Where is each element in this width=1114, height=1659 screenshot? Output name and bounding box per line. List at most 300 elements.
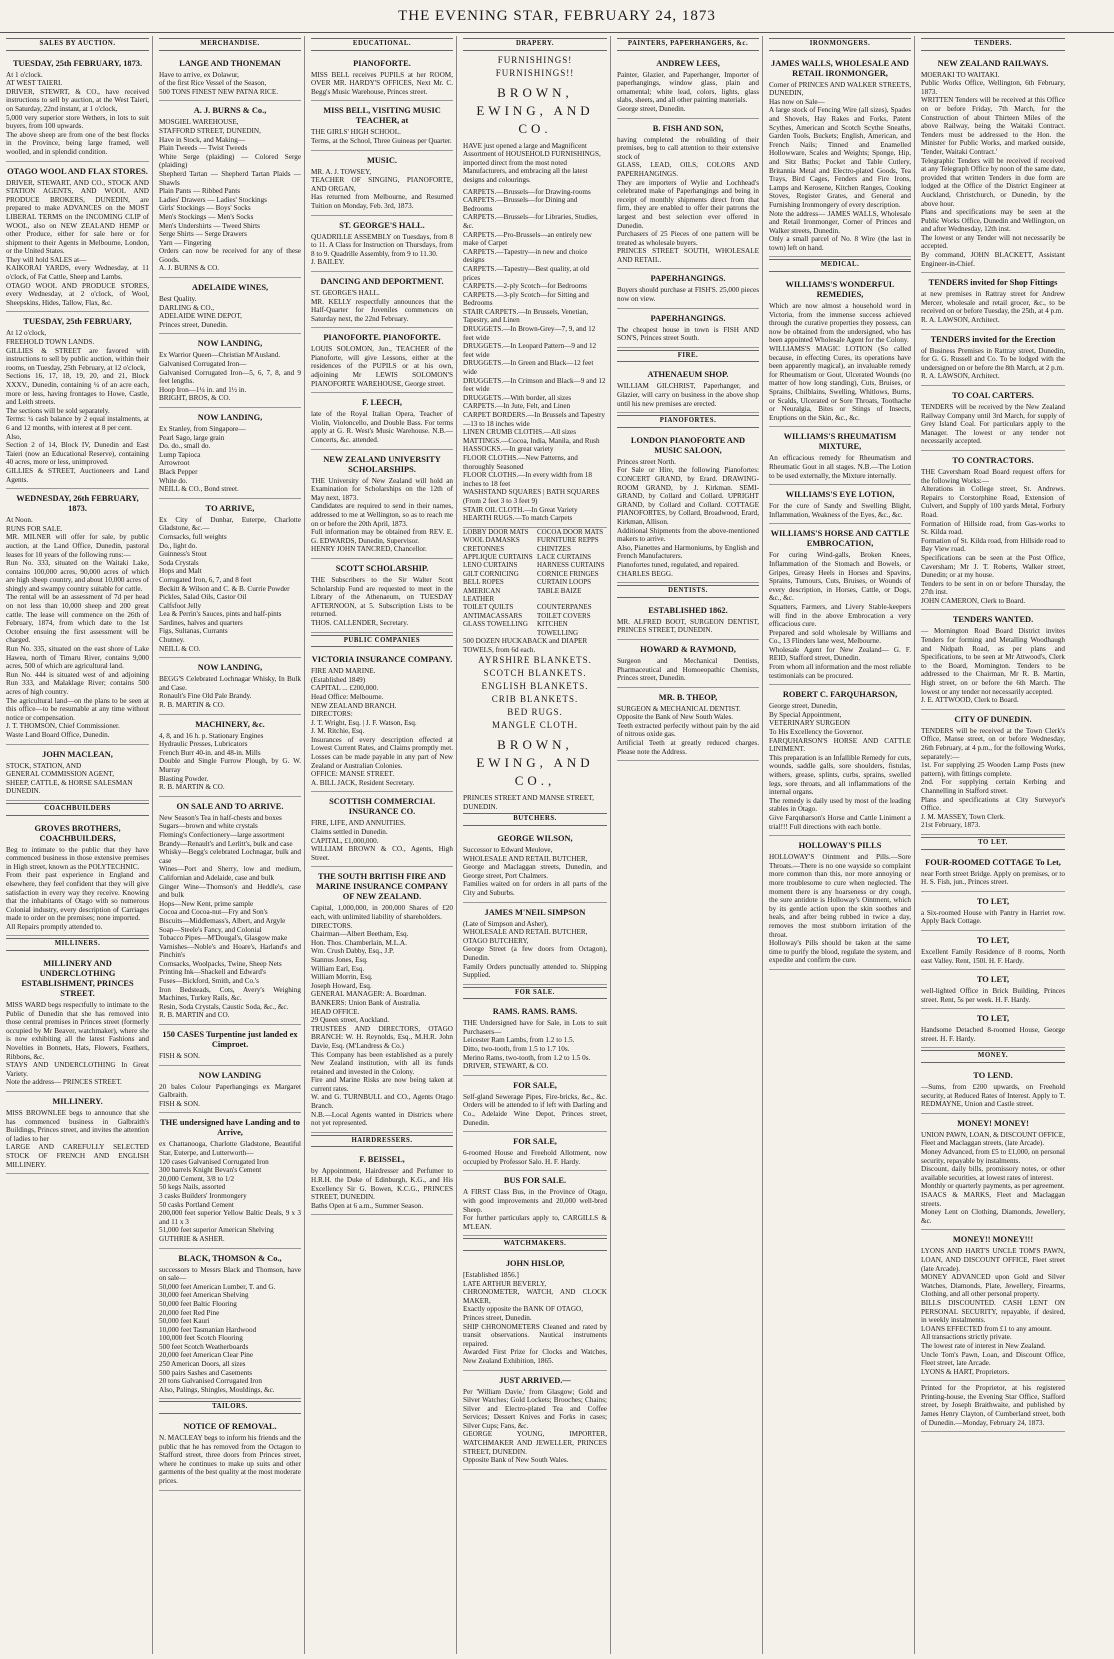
ad-text: Leicester Ram Lambs, from 1.2 to 1.5.	[463, 1036, 575, 1045]
section-heading: MEDICAL.	[769, 259, 911, 272]
ad-heading: WEDNESDAY, 26th FEBRUARY, 1873.	[16, 494, 139, 514]
section-heading: WATCHMAKERS.	[463, 1238, 607, 1251]
ad-heading: TO LET,	[976, 1014, 1010, 1024]
ad-text: Also, Palings, Shingles, Mouldings, &c.	[159, 1385, 275, 1394]
carpet-item: DRUGGETS.—In Crimson and Black—9 and 12 feet wide	[463, 376, 606, 394]
ad-text: Awarded First Prize for Clocks and Watches, New Zealand Exhibition, 1865.	[463, 1348, 607, 1365]
ad-text: Pianofortes tuned, regulated, and repaired.	[617, 560, 739, 569]
ad-text: 500 feet Scotch Weatherboards	[159, 1342, 249, 1351]
advertisement	[6, 954, 149, 1092]
ad-text: BANKERS: Union Bank of Australia.	[311, 998, 421, 1007]
ad-text: SURGEON & MECHANICAL DENTIST.	[617, 704, 741, 713]
ad-heading: MACHINERY, &c.	[195, 719, 265, 729]
ad-text: DRIVER, STEWART, AND CO., STOCK AND STATION AGENTS, AND WOOL AND PRODUCE BROKERS, DUNEDIN, are prepared to make ADVANCES on the MOST LIBERAL TERMS on the INCOMING CLIP of WOOL, also on NEW ZEALAND HEMP or other Produce, either for sale here or for shipment to their Agents in Melbourne, London, or the United States.	[6, 178, 149, 256]
advertisement	[159, 408, 301, 499]
ad-text: 1st. For supplying 25 Wooden Lamp Posts (new pattern), with fittings complete.	[921, 761, 1065, 778]
ad-heading: NOW LANDING	[198, 1070, 262, 1080]
ad-text: OFFICE: MANSE STREET.	[311, 770, 395, 779]
advertisement	[463, 1254, 607, 1371]
ad-text: GLASS, LEAD, OILS, COLORS AND PAPERHANGINGS.	[617, 161, 759, 178]
ad-text: Family Orders punctually attended to. Shipping Supplied.	[463, 962, 607, 980]
advertisement	[617, 601, 759, 640]
ad-text: BRIGHT, BROS, & CO.	[159, 394, 231, 403]
carpet-item: STAIR OIL CLOTH.—In Great Variety	[463, 505, 578, 514]
ad-text: Princes street, Dunedin.	[159, 320, 228, 329]
ad-text: DUNEDIN.	[6, 787, 41, 796]
ad-text: Varnishes—Noble's and Hoare's, Harland's and Pinchin's	[159, 942, 301, 960]
ad-text: OTAGO BUTCHERY,	[463, 936, 529, 945]
ad-text: J. T. Wright, Esq. | J. F. Watson, Esq.	[311, 718, 417, 727]
ad-heading: ATHENAEUM SHOP.	[647, 370, 729, 380]
ad-text: Cornsacks, Woolpacks, Twine, Sheep Nets	[159, 959, 282, 968]
ad-heading: PIANOFORTE.	[353, 58, 411, 68]
carpet-item: DRUGGETS.—In Green and Black—12 feet wide	[463, 359, 594, 377]
section-heading: PAINTERS, PAPERHANGERS, &c.	[617, 38, 759, 51]
advertisement	[311, 792, 453, 867]
ad-text: Ronault's Fine Old Pale Brandy.	[159, 692, 252, 701]
advertisement	[159, 499, 301, 659]
ad-text: HEAD OFFICE.	[311, 1007, 360, 1016]
ad-text: Monthly or quarterly payments, as per agreement.	[921, 1182, 1065, 1191]
ad-text: GUTHRIE & ASHER.	[159, 1234, 225, 1243]
ad-text: FIRE AND MARINE.	[311, 667, 376, 676]
ad-text: J. M. Ritchie, Esq.	[311, 727, 365, 736]
ad-text: 21st February, 1873.	[921, 821, 981, 830]
ad-text: Squatters, Farmers, and Livery Stable-keepers will find in the above Embrocation a very efficacious cure.	[769, 602, 911, 629]
ad-text: Have to arrive, ex Dolawur,	[159, 70, 239, 79]
ad-text: Only a small parcel of No. 8 Wire (the last in town) left on hand.	[769, 235, 911, 252]
ad-text: 500 TONS FINEST NEW PATNA RICE.	[159, 87, 279, 96]
ad-text: Girls' Stockings — Boys' Socks	[159, 204, 251, 213]
ad-text: Hon. Thos. Chamberlain, M.L.A.	[311, 938, 407, 947]
advertisement	[921, 273, 1065, 329]
ad-text: THE Subscribers to the Sir Walter Scott Scholarship Fund are requested to meet in the Library of the Athenaeum, on TUESDAY AFTERNOON, at 5. Subscription Lists to be returned.	[311, 575, 453, 619]
ad-text: Money Advanced, from £5 to £1,000, on personal security, repayable by instalments.	[921, 1148, 1065, 1165]
ad-text: 20 tons Galvanised Corrugated Iron	[159, 1377, 262, 1386]
ad-text: Best Quality.	[159, 295, 197, 304]
ad-heading: THE undersigned have Landing and to Arrive,	[160, 1118, 300, 1138]
ad-text: near Forth street Bridge. Apply on premises, or to H. S. Fish, jun., Princes street.	[921, 869, 1065, 887]
advertisement	[159, 1025, 301, 1066]
ad-text: UNION PAWN, LOAN, & DISCOUNT OFFICE, Fleet and Maclaggan streets, (late Arcade).	[921, 1130, 1065, 1148]
ad-text: By Special Appointment,	[769, 710, 842, 719]
ad-text: The remedy is daily used by most of the leading stables in Otago.	[769, 796, 911, 814]
ad-heading: RAMS. RAMS. RAMS.	[492, 1007, 578, 1017]
ad-heading: MILLINERY AND UNDERCLOTHING ESTABLISHMENT, PRINCES STREET.	[21, 959, 134, 999]
ad-text: Princes street North.	[617, 457, 676, 466]
ad-text: Whisky—Begg's celebrated Lochnagar, bulk and case	[159, 848, 301, 865]
ad-text: —Sums, from £200 upwards, on Freehold security, at Reduced Rates of Interest. Apply to T. REDMAYNE, Union and Castle street.	[921, 1083, 1065, 1109]
ad-text: Alterations in College street, St. Andrews. Repairs to Corstorphine Road, Extension of Culvert, and Supply of 100 yards Metal, Forbury Road.	[921, 485, 1065, 519]
ad-text: Hoop Iron—1¼ in. and 1½ in.	[159, 385, 247, 394]
ad-text: Black Pepper	[159, 467, 198, 476]
ad-text: GENERAL MANAGER: A. Boardman.	[311, 990, 427, 999]
advertisement	[769, 275, 911, 427]
carpet-item: HASSOCKS.—In great variety	[463, 445, 554, 454]
ad-text: ADELAIDE WINE DEPOT,	[159, 312, 242, 321]
ad-heading: BLACK, THOMSON & Co.,	[178, 1253, 282, 1263]
advertisement	[159, 658, 301, 714]
ad-text: by Appointment, Hairdresser and Perfumer to H.R.H. the Duke of Edinburgh, K.G., and His Excellency Sir G. Bowen, K.C.G., PRINCES STREET, DUNEDIN.	[311, 1167, 453, 1202]
ad-heading: SCOTTISH COMMERCIAL INSURANCE CO.	[329, 797, 435, 817]
ad-heading: JOHN MACLEAN,	[42, 749, 113, 759]
ad-text: LOUIS SOLOMON, Jun., TEACHER of the Pianoforte, will give Lessons, either at the residences of the PUPILS or at his own, adjoining Mr LEWIS SOLOMON'S PIANOFORTE WAREHOUSE, George street.	[311, 345, 453, 388]
ad-text: J. BAILEY.	[311, 258, 345, 267]
ad-heading: HOWARD & RAYMOND,	[640, 644, 736, 654]
ad-text: WILLIAM GILCHRIST, Paperhanger, and Glazier, will carry on business in the above shop until his new premises are erected.	[617, 382, 759, 408]
ad-text: PRINCES STREET SOUTH, WHOLESALE AND RETAIL.	[617, 247, 759, 264]
carpet-item: CARPETS.—2-ply Scotch—for Bedrooms	[463, 282, 587, 291]
ad-text: Which are now almost a household word in Victoria, from the immense success achieved through the curative properties they possess, can now be obtained from the undersigned, who has been appointed Wholesale Agent for the Colony.	[769, 302, 911, 345]
ad-text: at new premises in Rattray street for Andrew Mercer, wholesale and retail grocer, &c., to be received on or before Tuesday, the 25th, at 4 p.m.	[921, 290, 1065, 316]
ad-text: Self-gland Sewerage Pipes, Fire-bricks, &c., &c. Orders will be attended to if left with Darling and Co., Adelaide Wine Depot, Princes street, Dunedin.	[463, 1092, 607, 1127]
ad-text: A. BILL JACK, Resident Secretary.	[311, 778, 415, 787]
ad-text: Baths Open at 6 a.m., Summer Season.	[311, 1201, 424, 1210]
ad-heading: FOR SALE,	[513, 1137, 557, 1147]
ad-text: 20,000 feet American Clear Pine	[159, 1351, 254, 1360]
ad-text: At 1 o'clock.	[6, 70, 43, 79]
ad-text: Note the address— JAMES WALLS, Wholesale and Retail Ironmonger, Corner of Princes and Walker streets, Dunedin.	[769, 209, 911, 235]
advertisement	[311, 867, 453, 1132]
ad-text: Biscuits—Middlemass's, Albert, and Argyle	[159, 916, 286, 925]
ad-text: Insurances of every description effected at Lowest Current Rates, and Claims promptly met. Losses can be made payable in any part of New Zealand or Australian Colonies.	[311, 735, 453, 770]
ad-text: For further particulars apply to, CARGILLS & M'LEAN.	[463, 1214, 607, 1231]
ad-heading: NOTICE OF REMOVAL.	[183, 1422, 277, 1432]
advertisement	[311, 54, 453, 102]
ad-text: Tobacco Pipes—M'Dougal's, Glasgow make	[159, 934, 288, 943]
section-heading: MONEY.	[921, 1050, 1065, 1063]
pair-right: CORNICE FRINGES	[537, 569, 599, 578]
ad-text: FIRE, LIFE, AND ANNUITIES.	[311, 819, 406, 828]
ad-text: 2nd. For supplying certain Kerbing and Channelling in Stafford street.	[921, 778, 1065, 795]
ad-text: William Earl, Esq.	[311, 964, 365, 973]
ad-text: At Noon.	[6, 516, 33, 525]
ad-text: Fire and Marine Risks are now being taken at current rates.	[311, 1076, 453, 1093]
ad-text: TENDERS will be received by the New Zealand Railway Company until 3rd March, for supply of Grey Island Coal. For particulars apply to the Manager. The lowest or any tender not necessarily accepted.	[921, 403, 1065, 446]
advertisement	[617, 431, 759, 583]
ad-text: A. J. BURNS & CO.	[159, 264, 220, 273]
ad-heading: MISS BELL, VISITING MUSIC TEACHER, at	[323, 106, 441, 126]
ad-text: Capital, 1,000,000, in 200,000 Shares of £20 each, with unlimited liability of shareholders.	[311, 904, 453, 921]
carpet-item: CARPETS.—In Jute, Felt, and Linen	[463, 402, 571, 411]
ad-text: FREEHOLD TOWN LANDS.	[6, 338, 95, 347]
ad-text: George street, Dunedin,	[769, 702, 838, 711]
ad-heading: TO CONTRACTORS.	[952, 455, 1034, 465]
ad-heading: B. FISH AND SON,	[652, 123, 724, 133]
ad-text: 50,000 feet Baltic Flooring	[159, 1299, 237, 1308]
advertisement	[769, 524, 911, 685]
ad-heading: TUESDAY, 25th FEBRUARY,	[23, 317, 132, 327]
ad-text: They will hold SALES at—	[6, 255, 87, 264]
ad-text: Joseph Howard, Esq.	[311, 981, 372, 990]
ad-text: Arrowroot	[159, 459, 190, 468]
ad-text: 20,000 Cement, 3/8 to 1/2	[159, 1174, 235, 1183]
ad-heading: TO LET,	[976, 896, 1010, 906]
advertisement	[921, 931, 1065, 970]
ad-text: Calfsfoot Jelly	[159, 601, 202, 610]
ad-text: A FIRST Class Bus, in the Province of Otago, with good improvements and 20,000 well-bred Sheep.	[463, 1188, 607, 1214]
ad-text: 500 pairs Sashes and Casements	[159, 1368, 253, 1377]
ad-text: French Burr 40-in. and 48-in. Mills	[159, 748, 261, 757]
ad-text: TRUSTEES AND DIRECTORS, OTAGO BRANCH: W. H. Reynolds, Esq., M.H.R. John Davie, Esq. (M'Landress & Co.)	[311, 1024, 453, 1050]
ad-text: NEW ZEALAND BRANCH.	[311, 701, 397, 710]
ad-heading: PAPERHANGINGS.	[650, 274, 726, 284]
ad-text: DARLING & CO.,	[159, 303, 215, 312]
ad-heading: MILLINERY.	[52, 1097, 103, 1106]
advertisement	[921, 1066, 1065, 1114]
ad-text: Give Farquharson's Horse and Cattle Liniment a trial!!! Full directions with each bottle.	[769, 813, 911, 831]
ad-text: MOSGIEL WAREHOUSE,	[159, 118, 239, 127]
advertisement	[617, 688, 759, 762]
ad-text: HOLLOWAY'S Ointment and Pills.—Sore Throats.—There is no one wayside so complaint more common than this, nor more annoying or more troublesome to cure when neglected. The moment there is any hoarseness or dry cough, the sure antidote is Holloway's Ointment, which by its gentle action upon the skin soothes and heals, and after being rubbed in twice a day, removes the most stubborn irritation of the throat.	[769, 853, 911, 939]
pair-right: CHINTZES	[537, 544, 571, 553]
ad-heading: FOR SALE,	[513, 1080, 557, 1090]
advertisement	[159, 1249, 301, 1400]
pair-left: LOBBY DOOR MATS	[463, 527, 529, 536]
ad-text: Telegraphic Tenders will be received if received at any Telegraph Office by noon of the same date, provided that written Tenders in due form are lodged at the Office of the District Engineer at Auckland, Christchurch, or Dunedin, by the above hour.	[921, 156, 1065, 208]
ad-text: R. A. LAWSON, Architect.	[921, 372, 1000, 381]
ad-text: Have in Stock, and Making—	[159, 135, 246, 144]
ad-text: Uncle Tom's Pawn, Loan, and Discount Office, Fleet street, late Arcade.	[921, 1350, 1065, 1368]
ad-text: Sections 16, 17, 18, 19, 20, and 21, Block XXXV., Dunedin, containing ¼ of an acre each, more or less, having frontages to Howe, Castle, and Leith streets.	[6, 372, 149, 407]
column-auctions	[6, 36, 153, 1654]
ad-text: DRIVER, STEWART, & CO.	[463, 1062, 549, 1071]
ad-heading: GEORGE WILSON,	[497, 833, 573, 843]
ad-text: WILLIAMS'S MAGIC LOTION (So called because, in effecting Cures, its operations have been apparently magical), an invaluable remedy for Rheumatism or Gout, Ulcerated Wounds (no matter of how long standing), Cuts, Bruises, or Sprains, Chilblains, Swelling, Whitlows, Burns, or Scalds, Ulcerated or Sore Throats, Toothache or Neuralgia, Bites or Stings of Insects, Eruptions on the Skin, &c., &c.	[769, 345, 911, 422]
carpet-item: DRUGGETS.—In Leopard Pattern—9 and 12 feet wide	[463, 342, 597, 359]
ad-text: WRITTEN Tenders will be received at this Office on or before Friday, 7th March, for the Construction of about Thirteen Miles of the above Railway, being the Waitaki Contract. Tenders must be addressed to the Hon. the Minister for Public Works, and marked outside, 'Tender, Waitaki Contract.'	[921, 96, 1065, 156]
advertisement	[311, 216, 453, 272]
ad-text: NEILL & CO.	[159, 644, 201, 653]
ad-text: LARGE AND CAREFULLY SELECTED STOCK OF FRENCH AND ENGLISH MILLINERY.	[6, 1143, 149, 1169]
ad-text: 120 cases Galvanised Corrugated Iron	[159, 1157, 269, 1166]
carpet-item: FLOOR CLOTHS.—In every width from 18 inches to 18 feet	[463, 471, 592, 488]
ad-text: Printed for the Proprietor, at his registered Printing-house, the Evening Star Office, Stafford street, by Joseph Braithwaite, and published by James Henry Clayton, of Cumberland street, both of Dunedin.—Monday, February 24, 1873.	[921, 1384, 1065, 1427]
ad-text: ISAACS & MARKS, Fleet and Maclaggan streets.	[921, 1191, 1065, 1208]
pair-right: LACE CURTAINS	[537, 552, 592, 561]
ad-text: FISH & SON.	[159, 1099, 200, 1108]
ad-text: LATE ARTHUR BEVERLY,	[463, 1279, 547, 1288]
advertisement	[921, 330, 1065, 386]
advertisement	[617, 269, 759, 308]
ad-text: To His Excellency the Governor.	[769, 728, 864, 737]
ad-text: LYONS & HART, Proprietors.	[921, 1367, 1010, 1376]
advertisement	[159, 54, 301, 102]
column-ironmongers	[769, 36, 915, 1654]
ad-heading: FOUR-ROOMED COTTAGE To Let,	[925, 857, 1061, 867]
ad-text: THE Undersigned have for Sale, in Lots to suit Purchasers—	[463, 1019, 607, 1036]
ad-text: J. T. THOMSON, Chief Commissioner.	[6, 722, 120, 731]
pair-right: KITCHEN TOWELLING	[537, 620, 579, 637]
ad-text: William Morrin, Esq.	[311, 973, 373, 982]
ad-text: CAPITAL ... £200,000.	[311, 684, 379, 693]
ad-text: Candidates are required to send in their names, addressed to me at Wellington, so as to reach me on or before the 20th April, 1873.	[311, 502, 453, 528]
ad-text: The cheapest house in town is FISH AND SON'S, Princes street South.	[617, 325, 759, 343]
ad-text: 5,000 very superior store Wethers, in lots to suit buyers, from 100 upwards.	[6, 113, 149, 131]
ad-text: Iron Bedsteads, Cots, Avery's Weighing Machines, Turkey Rails, &c.	[159, 985, 301, 1003]
section-heading: IRONMONGERS.	[769, 38, 911, 51]
ad-text: Guinness's Stout	[159, 550, 207, 559]
ad-heading: A. J. BURNS & Co.,	[193, 106, 267, 116]
ad-text: Has now on Sale—	[769, 97, 825, 106]
ad-heading: SCOTT SCHOLARSHIP.	[335, 563, 429, 573]
ad-heading: ANDREW LEES,	[656, 58, 720, 68]
section-heading: FIRE.	[617, 350, 759, 363]
furnishing-pairs	[463, 528, 607, 637]
carpet-item: DRUGGETS.—In Brown-Grey—7, 9, and 12 feet wide	[463, 325, 596, 342]
ad-heading: WILLIAMS'S RHEUMATISM MIXTURE,	[783, 432, 897, 452]
ad-text: Wm. Crush Dabby, Esq., J.P.	[311, 947, 394, 956]
ad-text: FISH & SON.	[159, 1052, 200, 1061]
pair-right: HARNESS CURTAINS	[537, 561, 605, 570]
advertisement	[311, 101, 453, 150]
ad-heading: MUSIC.	[366, 155, 397, 165]
ad-text: Additional Shipments from the above-mentioned makers to arrive.	[617, 526, 759, 544]
advertisement	[921, 853, 1065, 892]
advertisement	[921, 1230, 1065, 1381]
ad-text: From whom all information and the most reliable testimonials can be procured.	[769, 663, 911, 680]
ad-heading: NOW LANDING,	[197, 413, 263, 422]
pair-left: BELL ROPES	[463, 578, 504, 587]
ad-text: (Late of Simpson and Asher),	[463, 919, 548, 928]
section-heading: EDUCATIONAL.	[311, 38, 453, 51]
ad-text: WILLIAM BROWN & CO., Agents, High Street.	[311, 845, 453, 862]
ad-text: Ginger Wine—Thomson's and Heddle's, case and bulk	[159, 882, 301, 900]
ad-text: 51,000 feet superior American Shelving	[159, 1226, 274, 1235]
ad-text: Head Office: Melbourne.	[311, 692, 384, 701]
ad-text: Figs, Sultanas, Currants	[159, 627, 228, 636]
ad-heading: GROVES BROTHERS, COACHBUILDERS,	[34, 823, 121, 843]
ad-text: STAYS AND UNDERCLOTHING In Great Variety.	[6, 1061, 149, 1078]
ad-text: 30,000 feet American Shelving	[159, 1291, 249, 1300]
pair-left: APPLIQUE CURTAINS	[463, 552, 533, 561]
carpet-item: CARPETS.—3-ply Scotch—for Sitting and Bedrooms	[463, 290, 589, 308]
section-heading: HAIRDRESSERS.	[311, 1135, 453, 1148]
carpet-item: CARPETS.—Tapestry—Best quality, at old prices	[463, 264, 590, 282]
ad-heading: TO COAL CARTERS.	[952, 391, 1034, 400]
advertisement	[311, 272, 453, 328]
ad-text: Brandy—Renault's and Lerlitt's, bulk and case	[159, 839, 293, 848]
ad-text: Section 2 of 14, Block IV, Dunedin and East Taieri (now an Educational Reserve), containing 40 acres, more or less, unimproved.	[6, 441, 149, 467]
section-heading: MERCHANDISE.	[159, 38, 301, 51]
pair-left: GLASS TOWELLING	[463, 620, 528, 629]
column-drapery	[463, 36, 611, 1654]
advertisement	[463, 903, 607, 985]
carpet-item: CARPETS.—Tapestry—in new and choice designs	[463, 247, 588, 265]
ad-text: Public Works Office, Wellington, 6th February, 1873.	[921, 79, 1065, 96]
ad-text: George and Maclaggan streets, Dunedin, and George street, Port Chalmers.	[463, 863, 607, 880]
blanket-item: SCOTCH BLANKETS.	[483, 668, 587, 679]
advertisement	[617, 119, 759, 270]
ad-text: DIRECTORS.	[311, 921, 353, 930]
ad-text: MR. A. J. TOWSEY,	[311, 167, 372, 176]
carpet-item: WASHSTAND SQUARES | BATH SQUARES (From 2 feet 3 to 3 feet 9)	[463, 488, 600, 505]
ad-heading: ON SALE AND TO ARRIVE.	[176, 801, 284, 811]
ad-heading: MONEY!! MONEY!!!	[952, 1235, 1034, 1245]
ad-heading: WILLIAMS'S EYE LOTION,	[785, 490, 895, 500]
advertisement	[921, 451, 1065, 611]
advertisement	[921, 54, 1065, 274]
carpet-item: HEARTH RUGS.—To match Carpets	[463, 514, 573, 523]
firm-name: BROWN, EWING, AND CO.,	[476, 737, 594, 789]
advertisement	[463, 1371, 607, 1470]
advertisement	[6, 745, 149, 801]
ad-text: W. and G. TURNBULL and CO., Agents Otago Branch.	[311, 1093, 453, 1111]
ad-text: — Mornington Road Board District invites Tenders for forming and Metalling Woodhaugh and Nidpath Road, as per plans and Specifications, to be seen at Mr Attwood's, Clerk to the Board, Mornington. Tenders to be addressed to the Chairman, Mr R. B. Martin, High street, on or before the 6th March. The lowest or any tender not necessarily accepted.	[921, 627, 1065, 696]
section-heading: TO LET.	[921, 837, 1065, 850]
ad-heading: TENDERS WANTED.	[952, 615, 1034, 625]
ad-text: George Street (a few doors from Octagon), Dunedin.	[463, 945, 607, 962]
section-heading: BUTCHERS.	[463, 813, 607, 826]
ad-heading: VICTORIA INSURANCE COMPANY.	[311, 655, 453, 665]
ad-text: Orders can now be received for any of these Goods.	[159, 247, 301, 264]
ad-text: 100,000 feet Scotch Flooring	[159, 1334, 243, 1343]
ad-heading: ROBERT C. FARQUHARSON,	[782, 690, 898, 700]
ad-text: Full information may be obtained from REV. E. G. EDWARDS, Dunedin, Supervisor.	[311, 528, 453, 545]
ad-heading: THE SOUTH BRITISH FIRE AND MARINE INSURANCE COMPANY OF NEW ZEALAND.	[316, 872, 448, 902]
advertisement	[921, 970, 1065, 1009]
ad-text: All transactions strictly private.	[921, 1333, 1012, 1342]
ad-text: Opposite Bank of New South Wales.	[463, 1456, 569, 1465]
advertisement	[6, 489, 149, 744]
ad-text: Fleming's Confectionery—large assortment	[159, 830, 285, 839]
ad-text: MONEY ADVANCED upon Gold and Silver Watches, Diamonds, Plate, Jewellery, Firearms, Clothing, and all other personal property.	[921, 1273, 1065, 1299]
advertisement	[617, 365, 759, 413]
ad-text: R. B. MARTIN & CO.	[159, 783, 225, 792]
ad-text: Men's Undershirts — Tweed Shirts	[159, 221, 260, 230]
blanket-item: ENGLISH BLANKETS.	[481, 681, 589, 692]
ad-text: Sardines, halves and quarters	[159, 618, 243, 627]
ad-text: LYONS AND HART'S UNCLE TOM'S PAWN, LOAN, AND DISCOUNT OFFICE, Fleet street (late Arcade).	[921, 1247, 1065, 1273]
ad-text: THE Caversham Road Board request offers for the following Works:—	[921, 467, 1065, 485]
carpet-list	[463, 185, 607, 528]
ad-heading: JAMES M'NEIL SIMPSON	[484, 907, 586, 917]
ad-heading: TUESDAY, 25th FEBRUARY, 1873.	[12, 58, 143, 68]
ad-text: SHIP CHRONOMETERS Cleaned and rated by transit observations. Nautical instruments repaired.	[463, 1322, 607, 1348]
ad-text: of the first Rice Vessel of the Season,	[159, 79, 267, 88]
advertisement	[463, 1076, 607, 1132]
advertisement	[463, 1002, 607, 1076]
ad-text: Also, Pianettes and Harmoniums, by English and French Manufacturers.	[617, 543, 759, 561]
ad-text: successors to Messrs Black and Thomson, have on sale—	[159, 1265, 301, 1283]
ad-heading: LANGE AND THONEMAN	[179, 58, 281, 68]
ad-text: GEORGE YOUNG, IMPORTER, WATCHMAKER AND JEWELLER, PRINCES STREET, DUNEDIN.	[463, 1430, 607, 1456]
advertisement	[617, 309, 759, 348]
ad-text: For Sale or Hire, the following Pianofortes: CONCERT GRAND, by Erard. DRAWING-ROOM GRAND, by J. Kirkman. SEMI-GRAND, by Collard and Collard. UPRIGHT GRAND, by Collard and Collard. COTTAGE PIANOFORTES, by Collard, Broadwood, Erard, Kirkman, Allison.	[617, 466, 759, 526]
ad-text: Run No. 333, situated on the Waitaki Lake, contains 100,000 acres, 90,000 acres of which are high sheep country, and about 10,000 acres of shingly and swampy country suitable for cattle.	[6, 559, 149, 593]
ad-text: Holloway's Pills should be taken at the same time to purify the blood, regulate the system, and expedite and confirm the cure.	[769, 939, 911, 965]
ad-text: a Six-roomed House with Pantry in Harriet row. Apply Back Cottage.	[921, 908, 1065, 926]
ad-text: Corrugated Iron, 6, 7, and 8 feet	[159, 575, 252, 584]
ad-heading: TO LET,	[976, 935, 1010, 945]
ad-text: An efficacious remedy for Rheumatism and Rheumatic Gout in all stages. N.B.—The Lotion to be used externally, the Mixture internally.	[769, 454, 911, 480]
advertisement	[159, 1066, 301, 1114]
advertisement	[6, 312, 149, 489]
ad-text: N. MACLEAY begs to inform his friends and the public that he has removed from the Octagon to Stafford street, three doors from Princes street, where he continues to make up suits and other garments of the best quality at the most moderate prices.	[159, 1434, 301, 1485]
ad-text: Corner of PRINCES AND WALKER STREETS, DUNEDIN,	[769, 80, 911, 98]
ad-text: The agricultural land—on the plans to be seen at this office—to be resumable at any time without notice or compensation.	[6, 696, 149, 722]
ad-text: Men's Stockings — Men's Socks	[159, 212, 254, 221]
ad-heading: F. BEISSEL,	[359, 1155, 405, 1165]
ad-text: Sugars—brown and white crystals	[159, 822, 258, 831]
ad-text: Excellent Family Residence of 8 rooms, North east Valley. Rent, 150l. H. F. Hardy.	[921, 947, 1065, 965]
ad-text: Ladies' Drawers — Ladies' Stockings	[159, 195, 267, 204]
advertisement	[921, 610, 1065, 709]
ad-text: (Established 1849)	[311, 675, 366, 684]
ad-text: 3 casks Builders' Ironmongery	[159, 1191, 247, 1200]
ad-text: J. M. MASSEY, Town Clerk.	[921, 812, 1005, 821]
ad-text: Formation of St. Kilda road, from Hillside road to Bay View road.	[921, 536, 1065, 554]
